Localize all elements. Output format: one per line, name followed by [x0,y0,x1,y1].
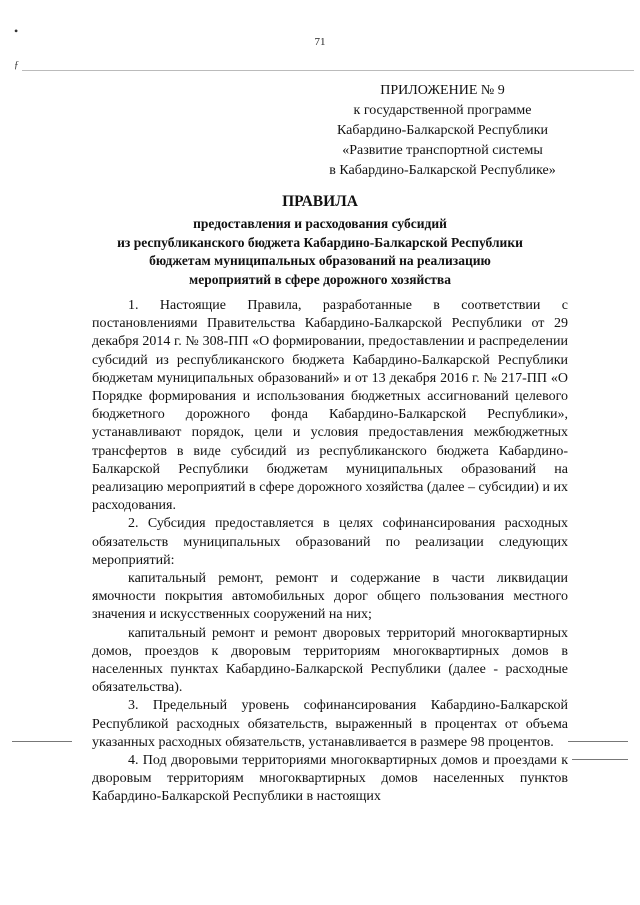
paragraph-3: 3. Предельный уровень софинансирования Кабардино-Балкарской Республикой расходных обязательств, выраженный в процентах от объема указанных расходных обязательств, устанавливается в размере 98 процентов. [92,698,568,750]
subtitle-line: из республиканского бюджета Кабардино-Балкарской Республики [117,234,523,250]
scan-speck: • [14,24,19,38]
paragraph-2-item-2: капитальный ремонт и ремонт дворовых территорий многоквартирных домов, проездов к дворовым территориям многоквартирных домов в населенных пунктах Кабардино-Балкарской Республики (далее - расходные обязательства). [92,625,568,696]
paragraph-1: 1. Настоящие Правила, разработанные в соответствии с постановлениями Правительства Кабардино-Балкарской Республики от 29 декабря 2014 г. № 308-ПП «О формировании, предоставлении и распределении субсидий из республиканского бюджета Кабардино-Балкарской Республики бюджетам муниципальных образований» и от 13 декабря 2016 г. № 217-ПП «О Порядке формирования и использования бюджетных ассигнований целевого бюджетного дорожного фонда Кабардино-Балкарской Республики», устанавливают порядок, цели и условия предоставления межбюджетных трансфертов в виде субсидий из республиканского бюджета Кабардино-Балкарской Республики бюджетам муниципальных образований на реализацию мероприятий в сфере дорожного хозяйства (далее – субсидии) и их расходования. [92,298,568,514]
paragraph-4: 4. Под дворовыми территориями многоквартирных домов и проездами к дворовым территориям многоквартирных домов населенных пунктов Кабардино-Балкарской Республики в настоящих [92,753,568,805]
appendix-line: в Кабардино-Балкарской Республике» [329,163,556,178]
appendix-title: ПРИЛОЖЕНИЕ № 9 [380,83,505,98]
scan-artifact-line [572,759,628,760]
page-number: 71 [314,36,326,48]
subtitle-line: мероприятий в сфере дорожного хозяйства [189,271,451,287]
appendix-block [300,81,585,181]
subtitle-line: предоставления и расходования субсидий [193,216,447,231]
document-title-block [30,192,610,289]
document-body [92,297,568,807]
document-title: ПРАВИЛА [282,193,358,210]
subtitle-line: бюджетам муниципальных образований на реализацию [149,253,491,268]
scan-mark: ƒ [14,60,19,71]
scan-artifact-line [12,741,72,742]
paragraph-2-item-1: капитальный ремонт, ремонт и содержание в части ликвидации ямочности покрытия автомобильных дорог общего пользования местного значения и искусственных сооружений на них; [92,571,568,623]
document-subtitle [30,215,610,289]
appendix-line: «Развитие транспортной системы [342,143,543,158]
appendix-line: Кабардино-Балкарской Республики [337,123,548,138]
top-rule [22,70,634,71]
scan-artifact-line [568,741,628,742]
appendix-line: к государственной программе [353,103,532,118]
paragraph-2: 2. Субсидия предоставляется в целях софинансирования расходных обязательств муниципальных образований по реализации следующих мероприятий: [92,516,568,568]
